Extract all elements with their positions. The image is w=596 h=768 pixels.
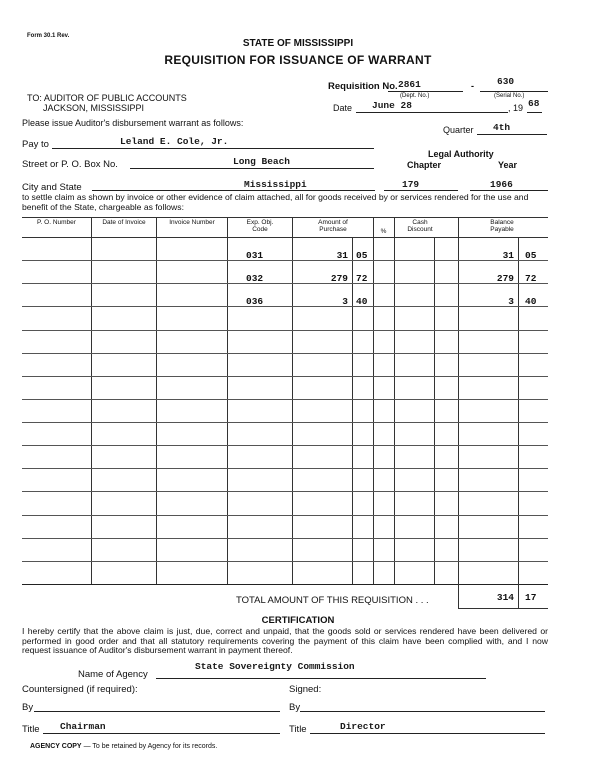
row-3-code: 036 <box>246 296 264 307</box>
table-row-rule <box>22 376 548 377</box>
street-value: Long Beach <box>233 156 291 167</box>
date-value: June 28 <box>372 100 412 111</box>
left-by-line[interactable] <box>34 711 280 712</box>
table-row-rule <box>22 468 548 469</box>
row-3-balance-dollars: 3 <box>508 296 514 307</box>
legal-authority-title: Legal Authority <box>428 149 494 159</box>
right-title-value: Director <box>340 721 386 732</box>
serial-no-value: 630 <box>497 76 515 87</box>
col-divider <box>156 217 157 584</box>
table-row-rule <box>22 445 548 446</box>
serial-no-line <box>480 91 548 92</box>
table-row-rule <box>22 422 548 423</box>
legal-year-line <box>470 190 548 191</box>
row-1-amount-dollars: 31 <box>336 250 348 261</box>
table-row-rule <box>22 330 548 331</box>
table-row-rule <box>22 491 548 492</box>
dept-no-value: 2861 <box>398 79 421 90</box>
legal-year-value: 1966 <box>490 179 513 190</box>
table-row-rule <box>22 353 548 354</box>
pay-to-line <box>52 148 374 149</box>
signed-label: Signed: <box>289 684 322 695</box>
table-header-border <box>22 237 548 238</box>
row-2-balance-cents: 72 <box>525 273 537 284</box>
agency-copy-note: — To be retained by Agency for its records. <box>83 743 218 750</box>
table-row-rule <box>22 561 548 562</box>
year-value: 68 <box>528 98 540 109</box>
table-row-rule <box>22 515 548 516</box>
legal-year-label: Year <box>498 160 518 170</box>
agency-value: State Sovereignty Commission <box>195 661 355 672</box>
street-line <box>130 168 374 169</box>
quarter-label: Quarter <box>443 125 474 135</box>
row-2-balance-dollars: 279 <box>496 273 514 284</box>
table-top-border <box>22 217 548 218</box>
left-title-line <box>43 733 280 734</box>
row-1-code: 031 <box>246 250 264 261</box>
row-1-balance-dollars: 31 <box>502 250 514 261</box>
pay-to-value: Leland E. Cole, Jr. <box>120 136 229 147</box>
chapter-label: Chapter <box>407 160 442 170</box>
total-dollars: 314 <box>496 592 514 603</box>
please-issue: Please issue Auditor's disbursement warrant as follows: <box>22 118 244 128</box>
left-title-label: Title <box>22 724 40 735</box>
dept-no-line <box>388 91 463 92</box>
table-row-rule <box>22 399 548 400</box>
chapter-line <box>384 190 458 191</box>
year-prefix: , 19 <box>508 103 524 113</box>
agency-copy-label: AGENCY COPY <box>30 743 82 750</box>
form-number: Form 30.1 Rev. <box>27 33 70 39</box>
requisition-label: Requisition No. <box>328 81 398 92</box>
agency-line <box>156 678 486 679</box>
state-heading: STATE OF MISSISSIPPI <box>242 38 354 49</box>
quarter-line <box>477 134 547 135</box>
row-2-code: 032 <box>246 273 264 284</box>
city-label: City and State <box>22 182 82 193</box>
street-label: Street or P. O. Box No. <box>22 159 118 170</box>
right-title-label: Title <box>289 724 307 735</box>
row-3-amount-cents: 40 <box>356 296 368 307</box>
serial-no-caption: (Serial No.) <box>494 93 525 99</box>
col-divider <box>227 217 228 584</box>
quarter-value: 4th <box>493 122 511 133</box>
year-line <box>527 112 542 113</box>
col-divider <box>373 217 374 584</box>
to-auditor: TO: AUDITOR OF PUBLIC ACCOUNTS <box>27 93 187 103</box>
date-label: Date <box>333 103 353 113</box>
certification-title: CERTIFICATION <box>261 615 335 626</box>
table-row-rule <box>22 538 548 539</box>
to-city: JACKSON, MISSISSIPPI <box>43 103 145 113</box>
agency-copy-footer <box>30 743 217 750</box>
header-exp: Exp. Obj. Code <box>246 219 274 233</box>
header-invoice: Invoice Number <box>169 219 215 226</box>
row-3-amount-dollars: 3 <box>342 296 348 307</box>
total-cents: 17 <box>525 592 537 603</box>
right-by-label: By <box>289 702 301 713</box>
header-cash: Cash Discount <box>407 219 433 233</box>
chapter-value: 179 <box>402 179 420 190</box>
total-label: TOTAL AMOUNT OF THIS REQUISITION . . . <box>236 595 429 606</box>
pay-to-label: Pay to <box>22 139 49 150</box>
left-by-label: By <box>22 702 34 713</box>
header-po: P. O. Number <box>37 219 76 226</box>
col-divider <box>394 217 395 584</box>
certification-text: I hereby certify that the above claim is just, due, correct and unpaid, that the goods sold or services rendered have been delivered or performed in good order and that all statutory requirements covering the payment of this claim have been complied with, and I now request issuance of Auditor's disbursement warrant in payment thereof. <box>22 626 548 656</box>
header-pct: % <box>380 228 387 235</box>
city-line <box>92 190 375 191</box>
requisition-dash: - <box>471 81 474 91</box>
settle-claim-text: to settle claim as shown by invoice or other evidence of claim attached, all for goods received by or services rendered for the use and benefit of the State, chargeable as follows: <box>22 192 529 212</box>
row-2-amount-cents: 72 <box>356 273 368 284</box>
row-1-amount-cents: 05 <box>356 250 368 261</box>
countersigned-label: Countersigned (if required): <box>22 684 138 695</box>
header-balance: Balance Payable <box>490 219 514 233</box>
header-amount: Amount of Purchase <box>318 219 348 233</box>
dept-no-caption: (Dept. No.) <box>400 93 430 99</box>
row-1-balance-cents: 05 <box>525 250 537 261</box>
date-line <box>356 112 508 113</box>
header-date: Date of Invoice <box>102 219 146 226</box>
right-title-line <box>310 733 545 734</box>
col-divider-cents <box>352 237 353 584</box>
row-3-balance-cents: 40 <box>525 296 537 307</box>
row-2-amount-dollars: 279 <box>330 273 348 284</box>
form-title: REQUISITION FOR ISSUANCE OF WARRANT <box>164 53 432 67</box>
agency-label: Name of Agency <box>78 669 148 680</box>
city-value: Mississippi <box>244 179 307 190</box>
table-body-bottom <box>22 584 548 585</box>
total-bottom-border <box>458 608 548 609</box>
col-divider <box>91 217 92 584</box>
left-title-value: Chairman <box>60 721 106 732</box>
right-by-line[interactable] <box>300 711 545 712</box>
col-divider-cents <box>434 237 435 584</box>
